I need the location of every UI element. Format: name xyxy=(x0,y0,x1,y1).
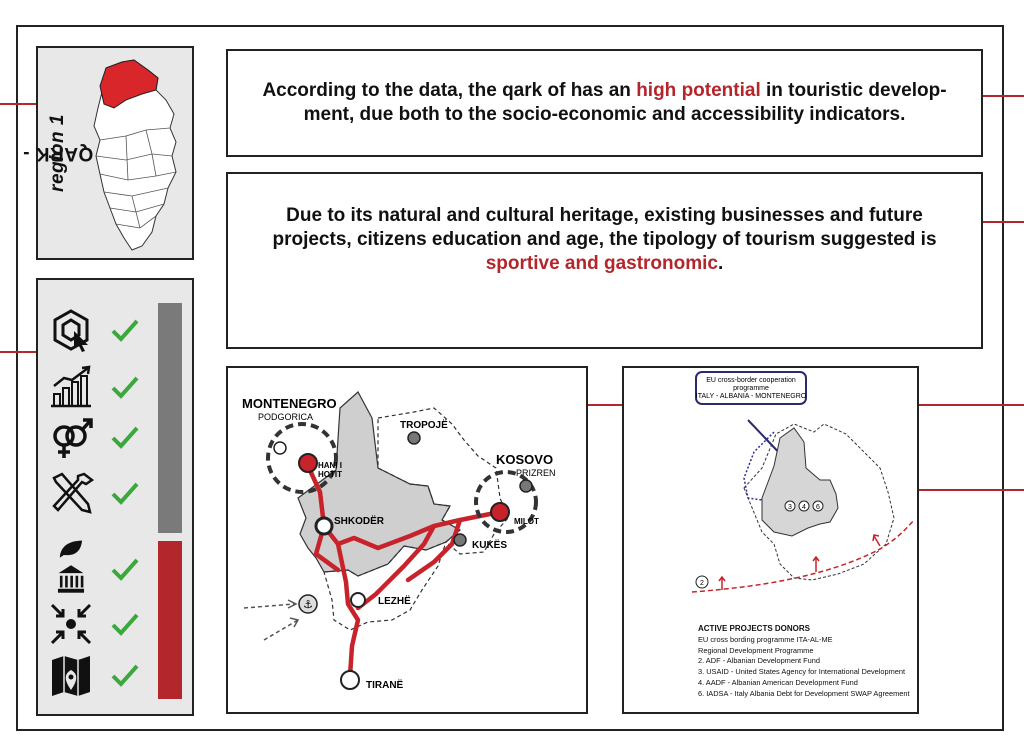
indicator-bar-red xyxy=(158,541,182,699)
indicator-row-business xyxy=(48,470,148,516)
check-icon xyxy=(110,611,140,637)
label-milot: MILOT xyxy=(514,517,539,526)
qark-title-text: QARK - xyxy=(22,143,94,164)
check-icon xyxy=(110,374,140,400)
tourism-text-2: . xyxy=(718,253,724,274)
check-icon xyxy=(110,556,140,582)
indicator-row-natural-cultural xyxy=(48,544,148,590)
regional-map xyxy=(228,368,586,712)
coast-arrow-3 xyxy=(873,535,880,546)
projects-map xyxy=(624,368,917,600)
check-icon xyxy=(110,424,140,450)
map-pin-icon xyxy=(48,652,94,698)
growth-chart-icon xyxy=(48,364,94,410)
project-number-6: 6 xyxy=(816,504,820,511)
indicator-row-tourism-map xyxy=(48,652,148,698)
connector-line-tourism xyxy=(982,221,1024,223)
connector-line-qark xyxy=(0,103,38,105)
albania-locator-map xyxy=(86,56,186,254)
indicator-row-accessibility xyxy=(48,307,148,353)
check-icon xyxy=(110,662,140,688)
label-hani-hotit-2: HOTIT xyxy=(318,470,342,479)
tirane-node xyxy=(341,671,359,689)
podgorica-node xyxy=(274,442,286,454)
coast-arrow-1 xyxy=(719,577,725,590)
lezhe-node xyxy=(351,593,365,607)
label-podgorica: PODGORICA xyxy=(258,412,314,422)
callout-line-3: ITALY - ALBANIA - MONTENEGRO xyxy=(695,393,807,400)
connector-line-potential xyxy=(982,95,1024,97)
donors-title: ACTIVE PROJECTS DONORS xyxy=(698,624,811,633)
donor-item: 6. IADSA - Italy Albania Debt for Development SWAP Agreement xyxy=(698,688,910,698)
donors-list xyxy=(698,624,912,700)
cursor-hexagon-icon xyxy=(48,307,94,353)
callout-line-2: programme xyxy=(733,385,769,392)
label-shkoder: SHKODËR xyxy=(334,516,385,527)
connector-line-indicators xyxy=(0,351,38,353)
shkoder-node xyxy=(316,518,332,534)
donor-item: 2. ADF - Albanian Development Fund xyxy=(698,656,821,666)
qark-title xyxy=(22,48,94,258)
indicator-row-economy xyxy=(48,364,148,410)
donor-item: Regional Development Programme xyxy=(698,645,814,655)
projects-region-area xyxy=(762,428,838,536)
milot-node xyxy=(491,503,509,521)
tourism-statement-box xyxy=(226,172,983,349)
check-icon xyxy=(110,317,140,343)
indicator-bar-gray xyxy=(158,303,182,533)
label-tirane: TIRANË xyxy=(366,680,404,691)
tools-icon xyxy=(48,470,94,516)
donor-item: 3. USAID - United States Agency for International Development xyxy=(698,667,906,677)
label-prizren: PRIZREN xyxy=(516,468,556,478)
sea-arrow-2 xyxy=(264,620,298,640)
prizren-node xyxy=(520,480,532,492)
donor-item: 4. AADF - Albanian American Development Fund xyxy=(698,677,858,687)
project-number-3: 3 xyxy=(788,504,792,511)
label-kosovo: KOSOVO xyxy=(496,452,554,467)
museum-icon xyxy=(48,564,94,594)
label-montenegro: MONTENEGRO xyxy=(242,396,337,411)
tropoje-node xyxy=(408,432,420,444)
connector-line-projects xyxy=(918,489,1024,491)
anchor-icon: ⚓ xyxy=(303,598,313,611)
callout-line-1: EU cross-border cooperation xyxy=(706,377,796,384)
coast-arrow-2 xyxy=(813,557,819,572)
gender-icon xyxy=(48,414,94,460)
qark-region-text: region 1 xyxy=(47,114,68,192)
project-number-4: 4 xyxy=(802,504,806,511)
potential-text-2: in touristic develop-ment, due both to the socio-economic and accessibility indicators. xyxy=(303,80,947,125)
potential-text-1: According to the data, the qark of has an xyxy=(262,80,637,101)
hani-hotit-node xyxy=(299,454,317,472)
project-number-2: 2 xyxy=(700,580,704,587)
tourism-text-1: Due to its natural and cultural heritage, existing businesses and future projects, citizens education and age, the tipology of tourism suggested is xyxy=(272,205,937,250)
tourism-statement xyxy=(244,204,965,276)
indicator-row-connectivity xyxy=(48,601,148,647)
indicator-row-population xyxy=(48,414,148,460)
potential-highlight: high potential xyxy=(636,80,761,101)
sea-arrow-1 xyxy=(244,604,294,608)
label-kukes: KUKËS xyxy=(472,540,508,551)
kukes-node xyxy=(454,534,466,546)
potential-statement-box xyxy=(226,49,983,157)
label-lezhe: LEZHË xyxy=(378,596,411,607)
label-hani-hotit-1: HANI I xyxy=(318,461,342,470)
check-icon xyxy=(110,480,140,506)
potential-statement xyxy=(244,79,965,127)
tourism-highlight: sportive and gastronomic xyxy=(485,253,718,274)
donor-item: EU cross bording programme ITA-AL-ME xyxy=(698,634,833,644)
arrows-inward-icon xyxy=(48,601,94,647)
label-tropoje: TROPOJË xyxy=(400,420,448,431)
